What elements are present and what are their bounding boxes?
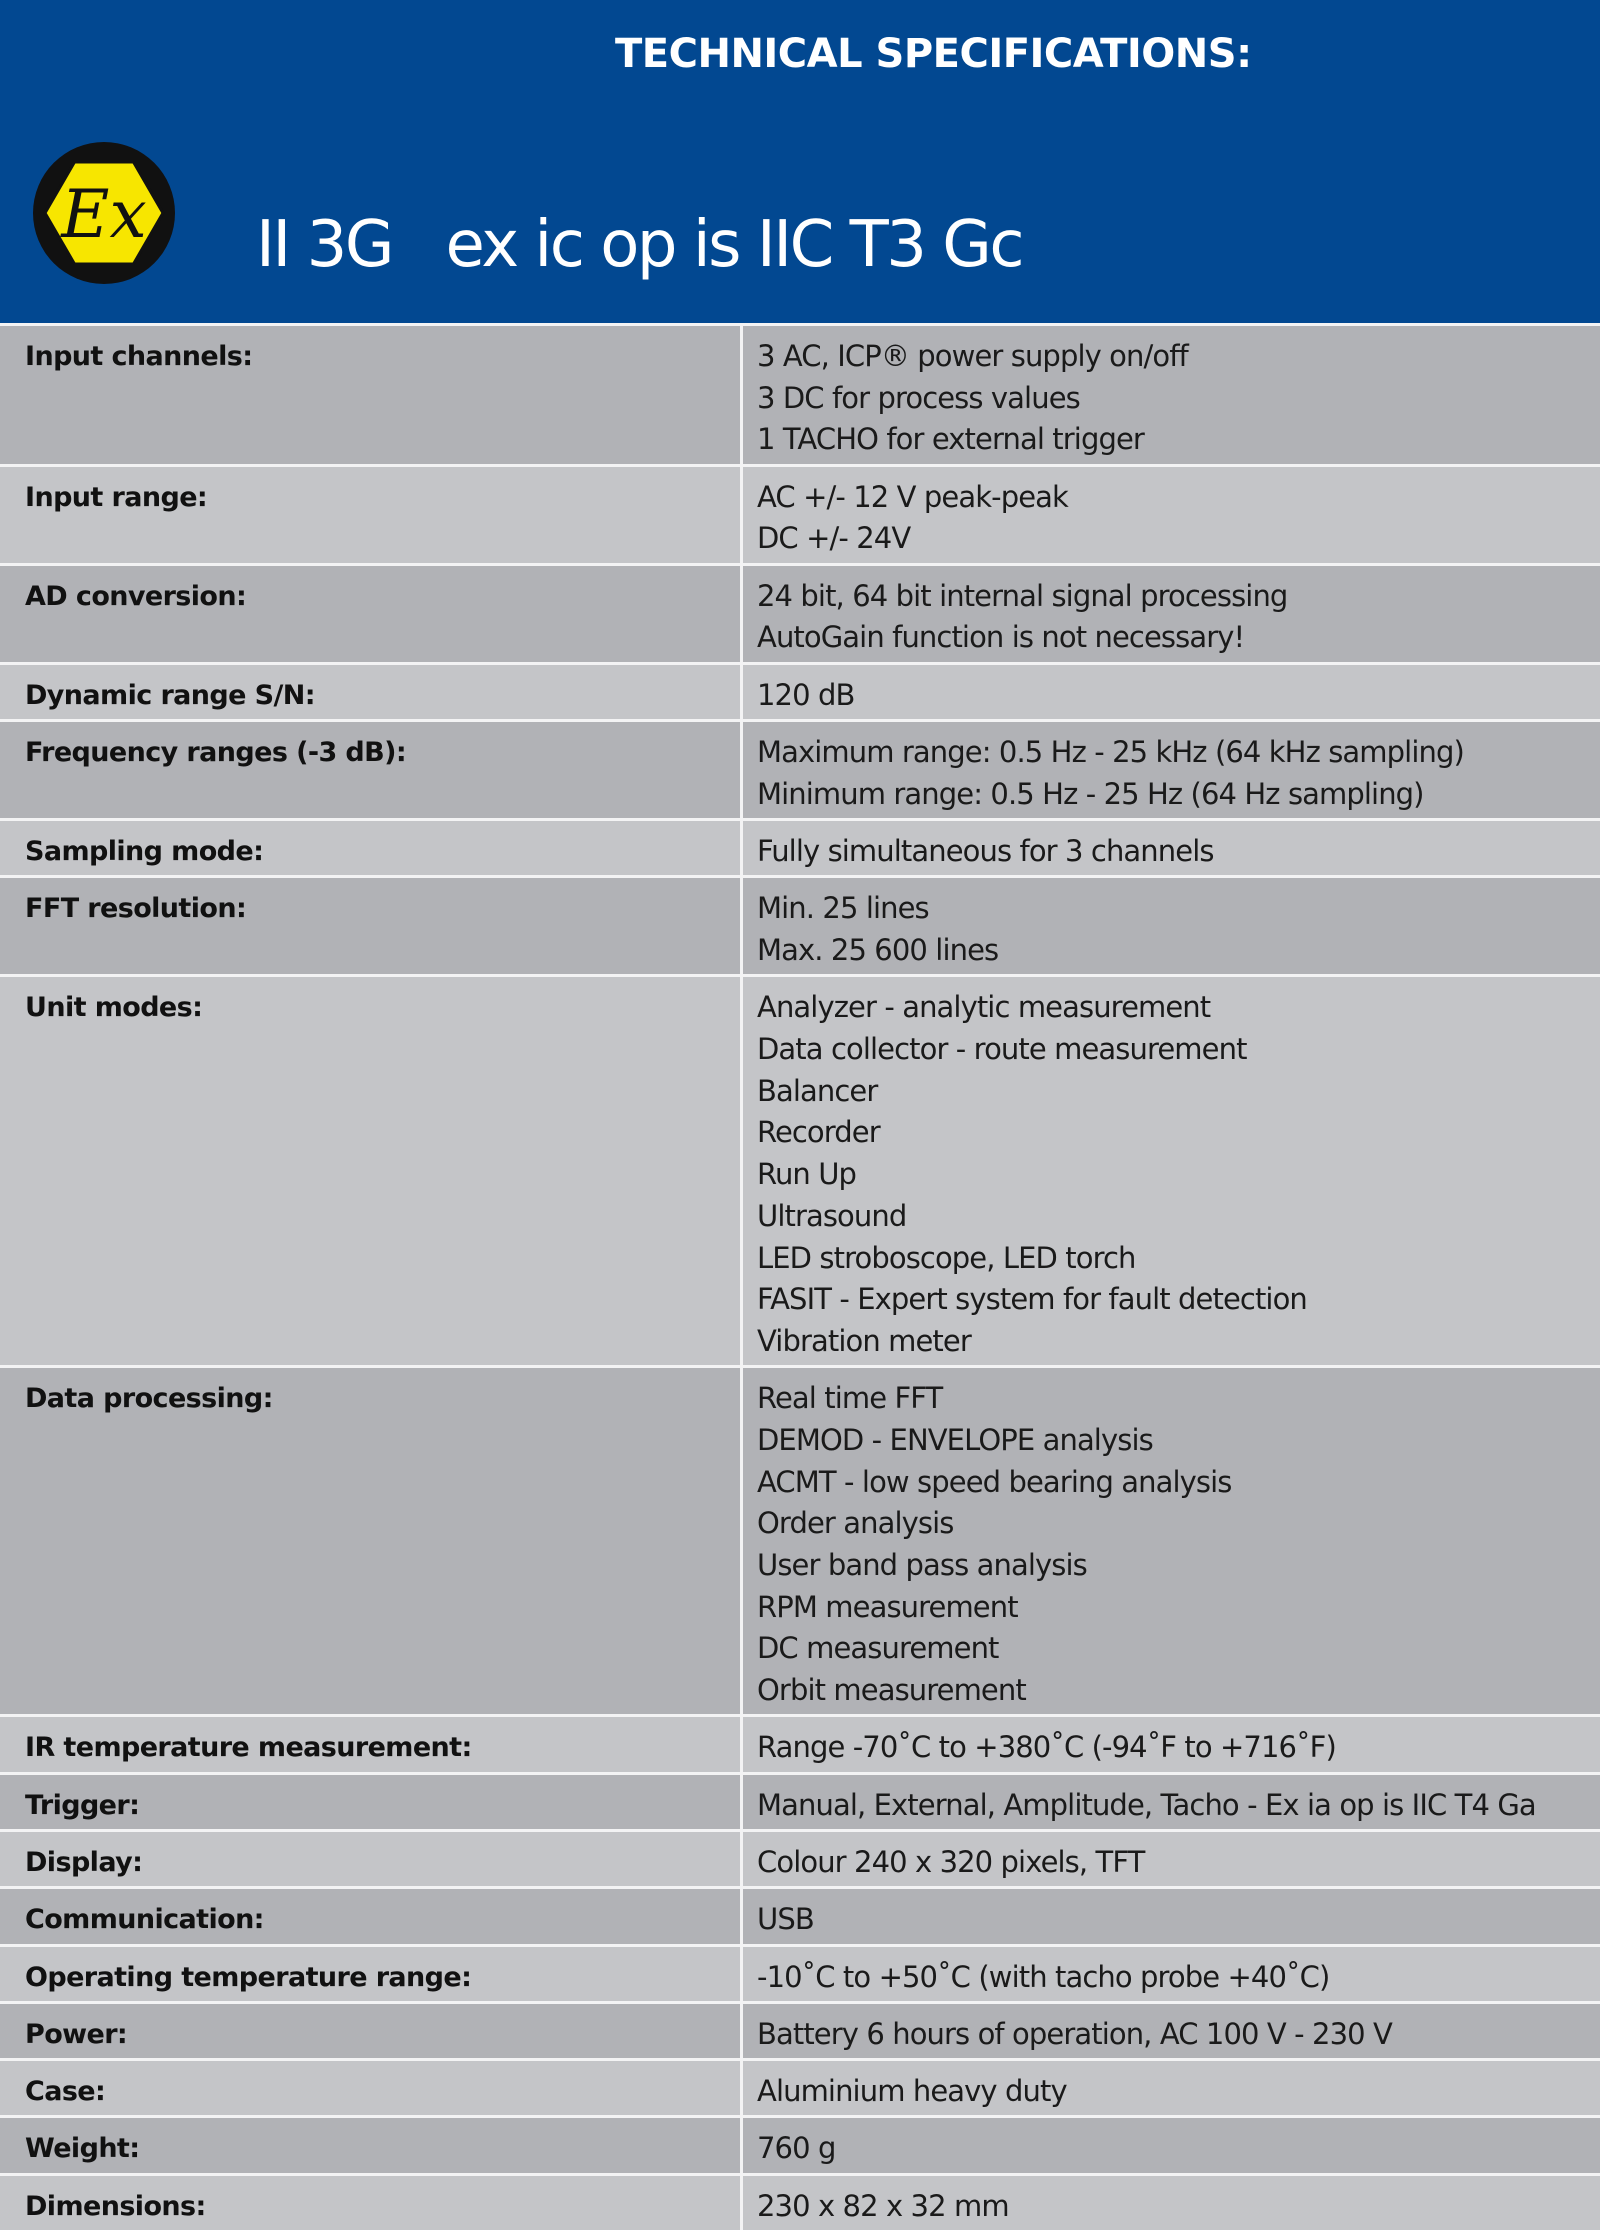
spec-label: Communication:: [25, 1904, 264, 1936]
spec-row: [0, 1772, 1600, 1829]
atex-ex-hexagon-icon: [32, 141, 176, 285]
spec-value-line: AutoGain function is not necessary!: [757, 620, 1245, 655]
spec-value: [743, 2061, 1600, 2115]
spec-row: [0, 1365, 1600, 1714]
spec-label: Power:: [25, 2018, 128, 2050]
spec-value-line: ACMT - low speed bearing analysis: [757, 1464, 1232, 1499]
spec-row: [0, 464, 1600, 563]
spec-row: [0, 2001, 1600, 2058]
spec-value-line: 1 TACHO for external trigger: [757, 422, 1144, 457]
spec-row: [0, 1829, 1600, 1886]
spec-row: [0, 875, 1600, 974]
atex-ex-hexagon-icon-svg: [32, 141, 176, 285]
spec-label: Data processing:: [25, 1383, 273, 1415]
spec-value-line: Run Up: [757, 1157, 857, 1192]
spec-value: [743, 722, 1600, 818]
spec-value-line: Minimum range: 0.5 Hz - 25 Hz (64 Hz sampling): [757, 776, 1424, 811]
spec-value-line: FASIT - Expert system for fault detection: [757, 1282, 1307, 1317]
spec-row: [0, 818, 1600, 875]
spec-value-line: Real time FFT: [757, 1381, 943, 1416]
spec-value-line: Battery 6 hours of operation, AC 100 V - 230 V: [757, 2016, 1392, 2051]
spec-label: FFT resolution:: [25, 893, 247, 925]
spec-label: Frequency ranges (-3 dB):: [25, 736, 407, 768]
spec-value-line: 230 x 82 x 32 mm: [757, 2188, 1009, 2223]
spec-value-line: DEMOD - ENVELOPE analysis: [757, 1422, 1153, 1457]
spec-value-line: DC measurement: [757, 1631, 999, 1666]
spec-row: [0, 974, 1600, 1365]
spec-value-line: RPM measurement: [757, 1589, 1018, 1624]
spec-value-line: Max. 25 600 lines: [757, 932, 999, 967]
spec-value: [743, 1947, 1600, 2001]
spec-value-line: -10˚C to +50˚C (with tacho probe +40˚C): [757, 1959, 1330, 1994]
spec-value: [743, 1717, 1600, 1771]
spec-value: [743, 326, 1600, 464]
spec-value-line: Min. 25 lines: [757, 891, 929, 926]
spec-label: Trigger:: [25, 1789, 140, 1821]
spec-value-line: Analyzer - analytic measurement: [757, 990, 1211, 1025]
spec-value-line: Manual, External, Amplitude, Tacho - Ex ia op is IIC T4 Ga: [757, 1787, 1536, 1822]
spec-value: [743, 1368, 1600, 1714]
spec-value-line: Maximum range: 0.5 Hz - 25 kHz (64 kHz sampling): [757, 734, 1464, 769]
spec-value-line: Orbit measurement: [757, 1673, 1026, 1708]
spec-label: Case:: [25, 2076, 106, 2108]
spec-value: [743, 2004, 1600, 2058]
spec-value-line: Data collector - route measurement: [757, 1031, 1247, 1066]
spec-value: [743, 665, 1600, 719]
spec-value-line: LED stroboscope, LED torch: [757, 1240, 1136, 1275]
spec-row: [0, 2058, 1600, 2115]
spec-value: [743, 2118, 1600, 2172]
spec-label: IR temperature measurement:: [25, 1732, 472, 1764]
spec-value: [743, 977, 1600, 1365]
spec-value-line: Range -70˚C to +380˚C (-94˚F to +716˚F): [757, 1730, 1336, 1765]
spec-value-line: Colour 240 x 320 pixels, TFT: [757, 1844, 1145, 1879]
spec-label: Weight:: [25, 2133, 140, 2165]
spec-value-line: Recorder: [757, 1115, 880, 1150]
spec-value: [743, 1775, 1600, 1829]
spec-label: AD conversion:: [25, 580, 247, 612]
spec-value: [743, 1889, 1600, 1943]
spec-value-line: Balancer: [757, 1073, 878, 1108]
spec-row: [0, 2115, 1600, 2172]
spec-value-line: Order analysis: [757, 1506, 954, 1541]
spec-value: [743, 566, 1600, 662]
spec-value-line: 3 DC for process values: [757, 380, 1080, 415]
spec-row: [0, 2173, 1600, 2230]
spec-table: [0, 323, 1600, 2230]
spec-label: Input range:: [25, 481, 208, 513]
spec-row: [0, 323, 1600, 464]
spec-value-line: USB: [757, 1902, 814, 1937]
spec-row: [0, 662, 1600, 719]
spec-value: [743, 467, 1600, 563]
spec-label: Unit modes:: [25, 992, 203, 1024]
spec-row: [0, 1714, 1600, 1771]
spec-row: [0, 1944, 1600, 2001]
spec-row: [0, 563, 1600, 662]
spec-label: Display:: [25, 1846, 143, 1878]
spec-value: [743, 821, 1600, 875]
atex-classification: II 3G ex ic op is IIC T3 Gc: [256, 208, 1023, 282]
spec-value: [743, 878, 1600, 974]
spec-value-line: 120 dB: [757, 677, 855, 712]
spec-label: Input channels:: [25, 341, 253, 372]
spec-label: Dynamic range S/N:: [25, 679, 315, 711]
spec-label: Sampling mode:: [25, 835, 264, 867]
spec-value-line: 760 g: [757, 2131, 836, 2166]
header-banner: [0, 0, 1600, 323]
spec-label: Operating temperature range:: [25, 1961, 472, 1993]
spec-value-line: Ultrasound: [757, 1198, 907, 1233]
spec-row: [0, 719, 1600, 818]
spec-value-line: Vibration meter: [757, 1323, 971, 1358]
spec-value-line: AC +/- 12 V peak-peak: [757, 479, 1068, 514]
spec-value-line: Fully simultaneous for 3 channels: [757, 833, 1214, 868]
spec-value-line: 3 AC, ICP® power supply on/off: [757, 339, 1188, 373]
spec-value-line: 24 bit, 64 bit internal signal processing: [757, 578, 1288, 613]
spec-value-line: User band pass analysis: [757, 1547, 1087, 1582]
page-title: TECHNICAL SPECIFICATIONS:: [615, 31, 1252, 77]
spec-value-line: Aluminium heavy duty: [757, 2074, 1067, 2109]
spec-value: [743, 1832, 1600, 1886]
spec-value-line: DC +/- 24V: [757, 521, 911, 556]
spec-row: [0, 1886, 1600, 1943]
ex-logo-text: Ex: [61, 176, 147, 253]
spec-label: Dimensions:: [25, 2190, 206, 2222]
